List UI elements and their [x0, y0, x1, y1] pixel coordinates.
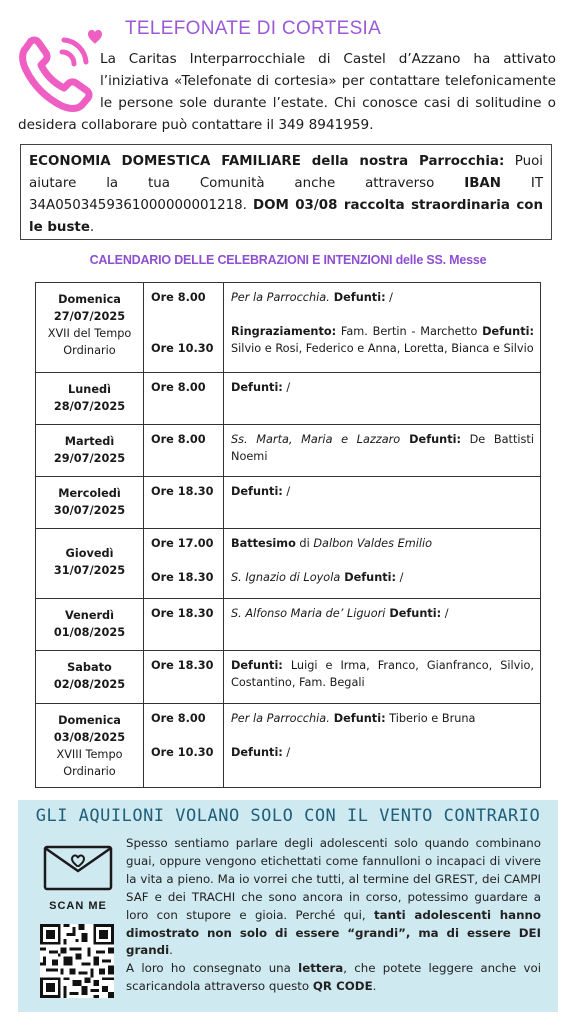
intention-cell: Defunti: / [224, 373, 541, 425]
qr-code-icon[interactable] [40, 924, 114, 998]
aquiloni-text: Spesso sentiamo parlare degli adolescenti solo quando combinano guai, oppure vengono etichettati come fannulloni o incapaci di vivere la vita a pieno. Ma io vorrei che tutti, al termine del GREST, dei CAMPI SAF e dei TRACHI che sono ancora in corso, potessimo guardare a loro con stupore e gioia. Perché qui, tanti adolescenti hanno dimostrato non solo di essere “grandi”, ma di essere DEI grandi. A loro ho consegnato una lettera, che potete leggere anche voi scaricandola attraverso questo QR CODE. [126, 836, 542, 994]
intention-cell: Defunti: / [224, 477, 541, 529]
intention-cell: Battesimo di Dalbon Valdes Emilio S. Ignazio di Loyola Defunti: / [224, 529, 541, 599]
time-cell: Ore 18.30 [144, 651, 224, 704]
table-row [36, 373, 541, 425]
iban-value: IT 34A0503459361000000001218. [29, 176, 544, 213]
time-cell: Ore 18.30 [144, 477, 224, 529]
table-row [36, 599, 541, 651]
day-cell: Sabato 02/08/2025 [36, 651, 144, 704]
time-cell: Ore 8.00 [144, 373, 224, 425]
intention-cell: S. Alfonso Maria de’ Liguori Defunti: / [224, 599, 541, 651]
table-row [36, 283, 541, 373]
telefonate-title: TELEFONATE DI CORTESIA [125, 18, 382, 39]
qr-code-label: QR CODE [312, 979, 373, 994]
calendar-table [35, 282, 541, 788]
intention-cell: Ss. Marta, Maria e Lazzaro Defunti: De Battisti Noemi [224, 425, 541, 477]
day-cell: Venerdì 01/08/2025 [36, 599, 144, 651]
intention-cell: Per la Parrocchia. Defunti: / Ringraziamento: Fam. Bertin - Marchetto Defunti: Silvio e Rosi, Federico e Anna, Loretta, Bianca e Silvio [224, 283, 541, 373]
day-cell: Lunedì 28/07/2025 [36, 373, 144, 425]
intention-cell: Defunti: Luigi e Irma, Franco, Gianfranco, Silvio, Costantino, Fam. Begali [224, 651, 541, 704]
economia-box: ECONOMIA DOMESTICA FAMILIARE della nostra Parrocchia: Puoi aiutare la tua Comunità anche attraverso IBAN IT 34A0503459361000000001218. DOM 03/08 raccolta straordinaria con le buste. [20, 144, 552, 240]
time-cell: Ore 8.00 Ore 10.30 [144, 283, 224, 373]
table-row [36, 477, 541, 529]
economia-heading: ECONOMIA DOMESTICA FAMILIARE della nostra Parrocchia: [29, 154, 505, 169]
telefonate-text: La Caritas Interparrocchiale di Castel d’Azzano ha attivato l’iniziativa «Telefonate di cortesia» per contattare telefonicamente le persone sole durante l’estate. Chi conosce casi di solitudine o desidera collaborare può contattare il 349 8941959. [18, 51, 556, 133]
day-cell: Mercoledì 30/07/2025 [36, 477, 144, 529]
aquiloni-title: GLI AQUILONI VOLANO SOLO CON IL VENTO CONTRARIO [35, 806, 541, 826]
day-cell: Giovedì 31/07/2025 [36, 529, 144, 599]
table-row [36, 529, 541, 599]
scan-me-label: SCAN ME [49, 900, 107, 912]
aquiloni-box [18, 800, 558, 1012]
table-row [36, 425, 541, 477]
raccolta-note: DOM 03/08 raccolta straordinaria con le buste [29, 198, 543, 235]
day-cell: Martedì 29/07/2025 [36, 425, 144, 477]
time-cell: Ore 17.00 Ore 18.30 [144, 529, 224, 599]
time-cell: Ore 8.00 Ore 10.30 [144, 704, 224, 788]
envelope-heart-icon [43, 845, 113, 891]
calendar-title: CALENDARIO DELLE CELEBRAZIONI E INTENZIONI delle SS. Messe [89, 253, 487, 267]
time-cell: Ore 8.00 [144, 425, 224, 477]
day-cell: Domenica 27/07/2025 XVII del Tempo Ordinario [36, 283, 144, 373]
table-row [36, 651, 541, 704]
table-row [36, 704, 541, 788]
day-cell: Domenica 03/08/2025 XVIII Tempo Ordinario [36, 704, 144, 788]
time-cell: Ore 18.30 [144, 599, 224, 651]
intention-cell: Per la Parrocchia. Defunti: Tiberio e Bruna Defunti: / [224, 704, 541, 788]
